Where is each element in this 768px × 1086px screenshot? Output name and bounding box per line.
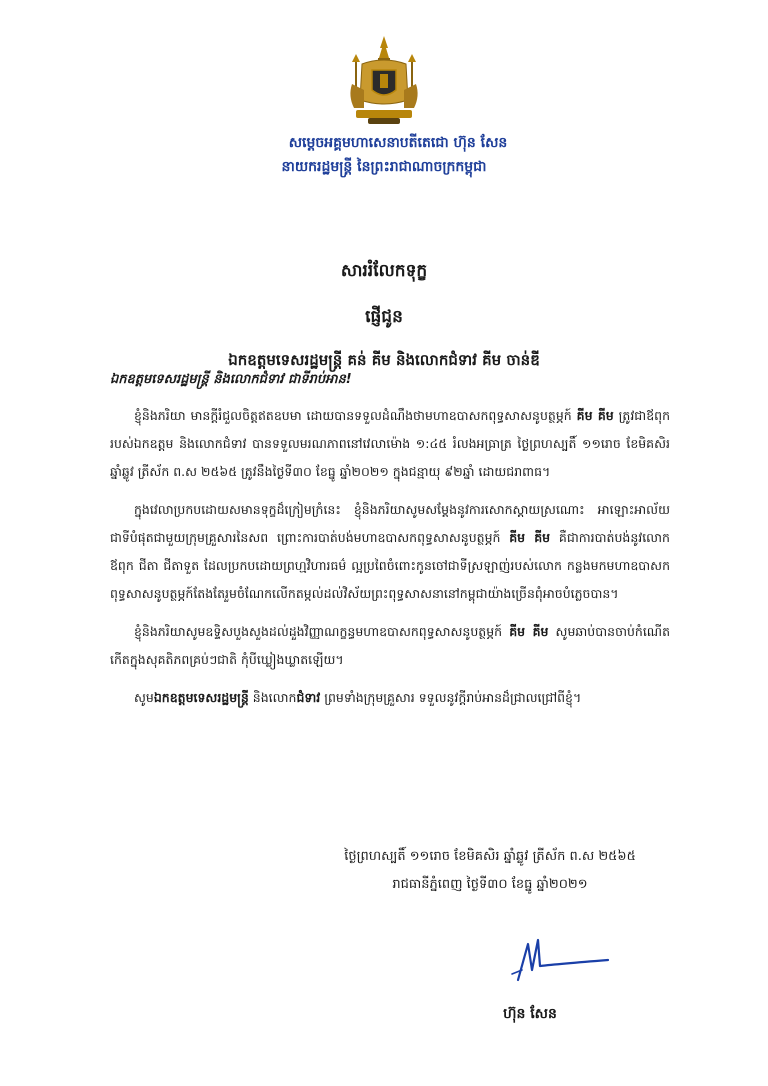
body-paragraph bbox=[110, 496, 670, 608]
text-run: ត្រូវជាឪពុករបស់ឯកឧត្តម និងលោកជំទាវ បានទទួលមរណភាពនៅវេលាម៉ោង ១:៤៥ រំលងអធ្រាត្រ ថ្ងៃព្រហស្បតិ៍ ១១រោច ខែមិគសិរ ឆ្នាំឆ្លូវ ត្រីស័ក ព.ស ២៥៦៥ ត្រូវនឹងថ្ងៃទី៣០ ខែធ្នូ ឆ្នាំ២០២១ ក្នុងជន្មាយុ ៩២ឆ្នាំ ដោយជរាពាធ។ bbox=[110, 408, 671, 479]
text-run: ក្នុងវេលាប្រកបដោយសមានទុក្ខដ៏ក្រៀមក្រំនេះ ខ្ញុំនិងភរិយាសូមសម្តែងនូវការសោកស្តាយស្រណោះ អាឡោះអាល័យជាទីបំផុតជាមួយក្រុមគ្រួសារនៃសព ព្រោះការបាត់បង់មហាឧបាសកពុទ្ធសាសនូបត្ថម្ភក៍ bbox=[110, 502, 670, 545]
bold-run: គីម គីម bbox=[509, 624, 549, 639]
lunar-date: ថ្ងៃព្រហស្បតិ៍ ១១រោច ខែមិគសិរ ឆ្នាំឆ្លូវ ត្រីស័ក ព.ស ២៥៦៥ bbox=[344, 849, 636, 864]
body-paragraph bbox=[110, 618, 670, 674]
letterhead bbox=[0, 131, 768, 179]
title-block bbox=[0, 256, 768, 374]
bold-run: គីម គីម bbox=[509, 530, 551, 545]
bold-run: គីម គីម bbox=[576, 408, 614, 423]
letter-body bbox=[110, 366, 670, 722]
letter-subtitle: ផ្ញើជូន bbox=[365, 307, 403, 327]
salutation: ឯកឧត្តមទេសរដ្ឋមន្ត្រី និងលោកជំទាវ ជាទីរាប់អាន! bbox=[110, 372, 352, 387]
text-run: ព្រមទាំងក្រុមគ្រួសារ ទទួលនូវក្តីរាប់អានដ៏ជ្រាលជ្រៅពីខ្ញុំ។ bbox=[320, 690, 582, 705]
text-run: ខ្ញុំនិងភរិយាសូមឧទ្ទិសបួងសួងដល់ដួងវិញ្ញាណក្ខន្ធមហាឧបាសកពុទ្ធសាសនូបត្ថម្ភក៍ bbox=[134, 624, 510, 639]
sender-title: សម្តេចអគ្គមហាសេនាបតីតេជោ ហ៊ុន សែន bbox=[288, 135, 508, 151]
place-date: រាជធានីភ្នំពេញ ថ្ងៃទី៣០ ខែធ្នូ ឆ្នាំ២០២១ bbox=[392, 877, 588, 892]
recipients: ឯកឧត្តមទេសរដ្ឋមន្ត្រី គន់ គីម និងលោកជំទាវ គីម ចាន់ឌី bbox=[228, 351, 540, 369]
text-run: គឺជាការបាត់បង់នូវលោកឪពុក ជីតា ជីតាទួត ដែលប្រកបដោយព្រហ្មវិហារធម៌ ល្អប្រពៃចំពោះកូនចៅជាទីស្រឡាញ់របស់លោក កន្លងមកមហាឧបាសកពុទ្ធសាសនូបត្ថម្ភក៍តែងតែរួមចំណែកលើកតម្កល់ដល់វិស័យព្រះពុទ្ធសាសនានៅកម្ពុជាយ៉ាងច្រើនពុំអាចបំភ្លេចបាន។ bbox=[110, 530, 670, 601]
text-run: និងលោក bbox=[248, 690, 297, 705]
body-paragraph bbox=[110, 402, 670, 486]
royal-coat-of-arms-icon bbox=[342, 34, 426, 128]
date-block bbox=[290, 843, 690, 899]
letter-title: សាររំលែកទុក្ខ bbox=[340, 261, 428, 281]
text-run: ខ្ញុំនិងភរិយា មានក្តីរំជួលចិត្តឥតឧបមា ដោយបានទទួលដំណឹងថាមហាឧបាសកពុទ្ធសាសនូបត្ថម្ភក៍ bbox=[134, 408, 577, 423]
body-paragraph bbox=[110, 684, 670, 712]
text-run: សូមឆាប់បានចាប់កំណើតកើតក្នុងសុគតិភពគ្រប់ៗជាតិ កុំបីឃ្លៀងឃ្លាតឡើយ។ bbox=[110, 624, 671, 667]
text-run: សូម bbox=[134, 690, 154, 705]
handwritten-signature-icon bbox=[498, 930, 618, 994]
signer-name: ហ៊ុន សែន bbox=[503, 1006, 557, 1022]
sender-position: នាយករដ្ឋមន្ត្រី នៃព្រះរាជាណាចក្រកម្ពុជា bbox=[281, 159, 487, 175]
paragraphs bbox=[110, 402, 670, 712]
bold-run: ឯកឧត្តមទេសរដ្ឋមន្ត្រី bbox=[153, 690, 249, 705]
bold-run: ជំទាវ bbox=[296, 690, 321, 705]
